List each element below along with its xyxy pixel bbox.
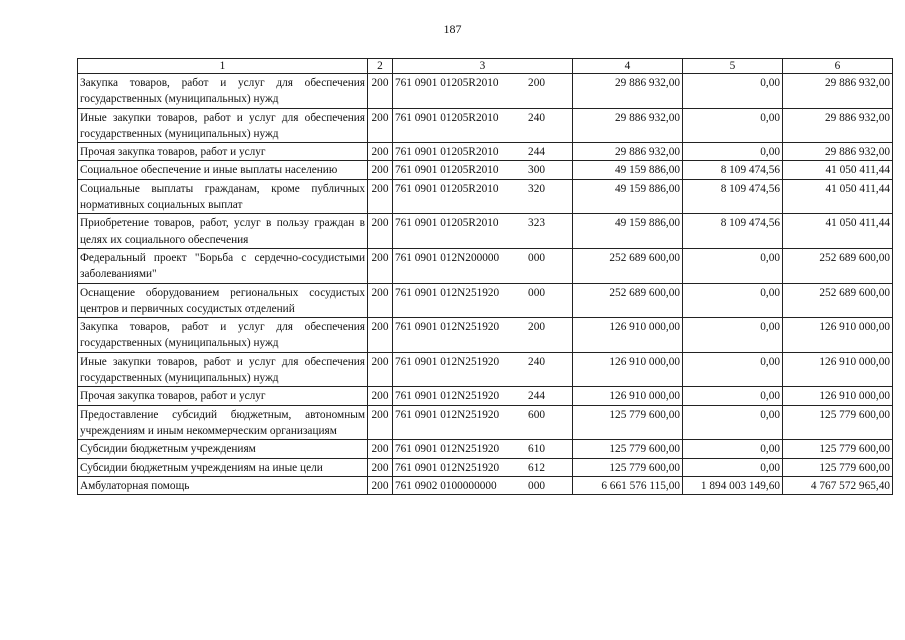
remaining-amount-cell: 41 050 411,44 [783, 214, 893, 249]
line-code-cell: 200 [368, 352, 393, 387]
table-row [78, 458, 893, 476]
vr-code: 244 [528, 146, 545, 159]
item-name-cell: Закупка товаров, работ и услуг для обеспечения государственных (муниципальных) нужд [78, 318, 368, 353]
table-row [78, 352, 893, 387]
approved-amount-cell: 125 779 600,00 [573, 458, 683, 476]
approved-amount-cell: 252 689 600,00 [573, 248, 683, 283]
approved-amount-cell: 126 910 000,00 [573, 387, 683, 405]
item-name-cell: Социальные выплаты гражданам, кроме публичных нормативных социальных выплат [78, 179, 368, 214]
executed-amount-cell: 0,00 [683, 248, 783, 283]
vr-code: 323 [528, 217, 545, 230]
csr-code: 761 0901 012N251920 [395, 461, 500, 474]
remaining-amount-cell: 41 050 411,44 [783, 161, 893, 179]
approved-amount-cell: 29 886 932,00 [573, 74, 683, 109]
remaining-amount-cell: 126 910 000,00 [783, 318, 893, 353]
item-name-cell: Закупка товаров, работ и услуг для обеспечения государственных (муниципальных) нужд [78, 74, 368, 109]
item-name-cell: Приобретение товаров, работ, услуг в пользу граждан в целях их социального обеспечения [78, 214, 368, 249]
vr-code: 320 [528, 182, 545, 195]
line-code-cell: 200 [368, 283, 393, 318]
column-header: 3 [393, 59, 573, 74]
remaining-amount-cell: 252 689 600,00 [783, 283, 893, 318]
approved-amount-cell: 6 661 576 115,00 [573, 476, 683, 494]
line-code-cell: 200 [368, 143, 393, 161]
csr-code: 761 0901 01205R2010 [395, 146, 499, 159]
table-row [78, 248, 893, 283]
line-code-cell: 200 [368, 458, 393, 476]
csr-code: 761 0901 01205R2010 [395, 164, 499, 177]
approved-amount-cell: 252 689 600,00 [573, 283, 683, 318]
executed-amount-cell: 8 109 474,56 [683, 161, 783, 179]
executed-amount-cell: 1 894 003 149,60 [683, 476, 783, 494]
vr-code: 240 [528, 111, 545, 124]
column-header: 1 [78, 59, 368, 74]
csr-code: 761 0902 0100000000 [395, 479, 497, 492]
table-row [78, 74, 893, 109]
table-header-row [78, 59, 893, 74]
remaining-amount-cell: 29 886 932,00 [783, 108, 893, 143]
budget-code-cell [393, 248, 573, 283]
line-code-cell: 200 [368, 179, 393, 214]
csr-code: 761 0901 012N251920 [395, 443, 500, 456]
remaining-amount-cell: 125 779 600,00 [783, 440, 893, 458]
vr-code: 600 [528, 408, 545, 421]
item-name-cell: Иные закупки товаров, работ и услуг для обеспечения государственных (муниципальных) нужд [78, 108, 368, 143]
budget-code-cell [393, 283, 573, 318]
item-name-cell: Федеральный проект "Борьба с сердечно-сосудистыми заболеваниями" [78, 248, 368, 283]
item-name-cell: Иные закупки товаров, работ и услуг для обеспечения государственных (муниципальных) нужд [78, 352, 368, 387]
budget-code-cell [393, 387, 573, 405]
column-header: 4 [573, 59, 683, 74]
remaining-amount-cell: 29 886 932,00 [783, 143, 893, 161]
budget-code-cell [393, 74, 573, 109]
executed-amount-cell: 0,00 [683, 318, 783, 353]
csr-code: 761 0901 012N251920 [395, 408, 500, 421]
item-name-cell: Прочая закупка товаров, работ и услуг [78, 387, 368, 405]
vr-code: 200 [528, 77, 545, 89]
line-code-cell: 200 [368, 161, 393, 179]
line-code-cell: 200 [368, 405, 393, 440]
item-name-cell: Оснащение оборудованием региональных сосудистых центров и первичных сосудистых отделений [78, 283, 368, 318]
budget-code-cell [393, 161, 573, 179]
table-row [78, 476, 893, 494]
table-body [78, 74, 893, 495]
budget-code-cell [393, 458, 573, 476]
budget-code-cell [393, 440, 573, 458]
vr-code: 000 [528, 479, 545, 492]
line-code-cell: 200 [368, 387, 393, 405]
vr-code: 240 [528, 355, 545, 368]
table-row [78, 179, 893, 214]
budget-code-cell [393, 405, 573, 440]
line-code-cell: 200 [368, 74, 393, 109]
approved-amount-cell: 125 779 600,00 [573, 405, 683, 440]
table-row [78, 143, 893, 161]
table-row [78, 214, 893, 249]
remaining-amount-cell: 252 689 600,00 [783, 248, 893, 283]
executed-amount-cell: 0,00 [683, 143, 783, 161]
vr-code: 612 [528, 461, 545, 474]
table-row [78, 387, 893, 405]
executed-amount-cell: 0,00 [683, 458, 783, 476]
budget-code-cell [393, 179, 573, 214]
item-name-cell: Предоставление субсидий бюджетным, автономным учреждениям и иным некоммерческим организациям [78, 405, 368, 440]
table-row [78, 405, 893, 440]
budget-code-cell [393, 352, 573, 387]
executed-amount-cell: 8 109 474,56 [683, 214, 783, 249]
budget-code-cell [393, 476, 573, 494]
remaining-amount-cell: 125 779 600,00 [783, 405, 893, 440]
executed-amount-cell: 0,00 [683, 283, 783, 318]
csr-code: 761 0901 01205R2010 [395, 77, 499, 89]
vr-code: 610 [528, 443, 545, 456]
csr-code: 761 0901 012N251920 [395, 321, 500, 334]
item-name-cell: Субсидии бюджетным учреждениям на иные цели [78, 458, 368, 476]
csr-code: 761 0901 012N200000 [395, 251, 500, 264]
remaining-amount-cell: 126 910 000,00 [783, 352, 893, 387]
line-code-cell: 200 [368, 108, 393, 143]
line-code-cell: 200 [368, 214, 393, 249]
executed-amount-cell: 0,00 [683, 387, 783, 405]
remaining-amount-cell: 4 767 572 965,40 [783, 476, 893, 494]
csr-code: 761 0901 012N251920 [395, 390, 500, 403]
budget-code-cell [393, 143, 573, 161]
vr-code: 200 [528, 321, 545, 334]
executed-amount-cell: 0,00 [683, 405, 783, 440]
approved-amount-cell: 29 886 932,00 [573, 143, 683, 161]
vr-code: 244 [528, 390, 545, 403]
remaining-amount-cell: 125 779 600,00 [783, 458, 893, 476]
csr-code: 761 0901 012N251920 [395, 286, 500, 299]
approved-amount-cell: 29 886 932,00 [573, 108, 683, 143]
item-name-cell: Прочая закупка товаров, работ и услуг [78, 143, 368, 161]
line-code-cell: 200 [368, 248, 393, 283]
budget-code-cell [393, 108, 573, 143]
table-row [78, 440, 893, 458]
item-name-cell: Социальное обеспечение и иные выплаты населению [78, 161, 368, 179]
line-code-cell: 200 [368, 476, 393, 494]
column-header: 5 [683, 59, 783, 74]
table-row [78, 318, 893, 353]
approved-amount-cell: 126 910 000,00 [573, 318, 683, 353]
table-row [78, 283, 893, 318]
csr-code: 761 0901 012N251920 [395, 355, 500, 368]
budget-code-cell [393, 214, 573, 249]
item-name-cell: Амбулаторная помощь [78, 476, 368, 494]
csr-code: 761 0901 01205R2010 [395, 217, 499, 230]
vr-code: 000 [528, 251, 545, 264]
approved-amount-cell: 126 910 000,00 [573, 352, 683, 387]
line-code-cell: 200 [368, 318, 393, 353]
remaining-amount-cell: 29 886 932,00 [783, 74, 893, 109]
approved-amount-cell: 49 159 886,00 [573, 214, 683, 249]
table-row [78, 161, 893, 179]
approved-amount-cell: 49 159 886,00 [573, 161, 683, 179]
item-name-cell: Субсидии бюджетным учреждениям [78, 440, 368, 458]
vr-code: 300 [528, 164, 545, 177]
executed-amount-cell: 0,00 [683, 440, 783, 458]
executed-amount-cell: 0,00 [683, 108, 783, 143]
executed-amount-cell: 8 109 474,56 [683, 179, 783, 214]
column-header: 2 [368, 59, 393, 74]
line-code-cell: 200 [368, 440, 393, 458]
page-number: 187 [443, 22, 462, 36]
csr-code: 761 0901 01205R2010 [395, 111, 499, 124]
budget-code-cell [393, 318, 573, 353]
table-row [78, 108, 893, 143]
remaining-amount-cell: 126 910 000,00 [783, 387, 893, 405]
remaining-amount-cell: 41 050 411,44 [783, 179, 893, 214]
vr-code: 000 [528, 286, 545, 299]
approved-amount-cell: 125 779 600,00 [573, 440, 683, 458]
approved-amount-cell: 49 159 886,00 [573, 179, 683, 214]
column-header: 6 [783, 59, 893, 74]
executed-amount-cell: 0,00 [683, 352, 783, 387]
executed-amount-cell: 0,00 [683, 74, 783, 109]
budget-table [77, 58, 893, 495]
csr-code: 761 0901 01205R2010 [395, 182, 499, 195]
